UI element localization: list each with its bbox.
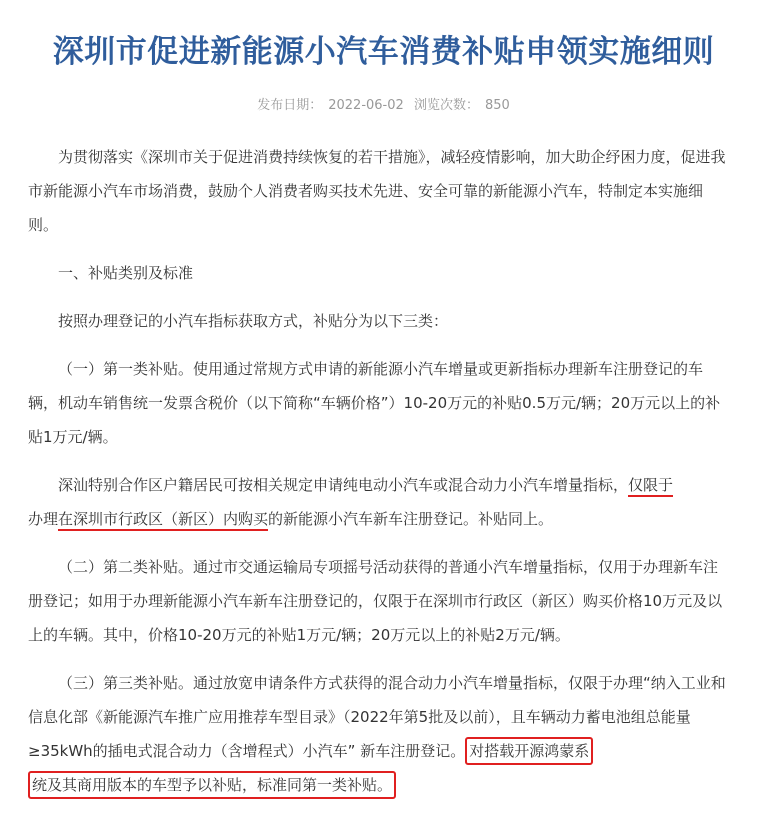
- shenshan-paragraph: 深汕特别合作区户籍居民可按相关规定申请纯电动小汽车或混合动力小汽车增量指标，仅限于 办理在深圳市行政区（新区）内购买的新能源小汽车新车注册登记。补贴同上。: [28, 468, 728, 536]
- section-heading: 一、补贴类别及标准: [58, 264, 194, 282]
- third-category-paragraph: （三）第三类补贴。通过放宽申请条件方式获得的混合动力小汽车增量指标，仅限于办理“纳入工业和信息化部《新能源汽车推广应用推荐车型目录》（2022年第5批及以前），且车辆动力蓄电池组总能量≥35kWh的插电式混合动力（含增程式）小汽车” 新车注册登记。 对搭载开源鸿蒙系 统及其商用版本的车型予以补贴，标准同第一类补贴。: [28, 666, 728, 802]
- highlight-underline-1: 仅限于: [628, 476, 673, 497]
- view-count-label: 浏览次数： 850: [413, 98, 510, 113]
- highlight-box-1: 对搭载开源鸿蒙系: [465, 737, 593, 765]
- highlight-box-2: 统及其商用版本的车型予以补贴，标准同第一类补贴。: [28, 771, 396, 799]
- article-body: [28, 140, 728, 816]
- view-count: 850: [484, 98, 510, 113]
- first-category-paragraph: （一）第一类补贴。使用通过常规方式申请的新能源小汽车增量或更新指标办理新车注册登记的车辆，机动车销售统一发票含税价（以下简称“车辆价格”）10-20万元的补贴0.5万元/辆；20万元以上的补贴1万元/辆。: [28, 360, 721, 446]
- category-intro-paragraph: 按照办理登记的小汽车指标获取方式，补贴分为以下三类：: [58, 312, 449, 330]
- publish-date: 2022-06-02: [328, 98, 404, 113]
- publish-date-label: 发布日期： 2022-06-02: [257, 98, 404, 113]
- article-title: 深圳市促进新能源小汽车消费补贴申领实施细则: [52, 34, 715, 70]
- intro-paragraph: 为贯彻落实《深圳市关于促进消费持续恢复的若干措施》，减轻疫情影响，加大助企纾困力度，促进我市新能源小汽车市场消费，鼓励个人消费者购买技术先进、安全可靠的新能源小汽车，特制定本实施细则。: [28, 148, 726, 234]
- highlight-underline-2: 在深圳市行政区（新区）内购买: [58, 510, 268, 531]
- article-meta: [0, 94, 767, 113]
- second-category-paragraph: （二）第二类补贴。通过市交通运输局专项摇号活动获得的普通小汽车增量指标，仅用于办理新车注册登记；如用于办理新能源小汽车新车注册登记的，仅限于在深圳市行政区（新区）购买价格10万元及以上的车辆。其中，价格10-20万元的补贴1万元/辆；20万元以上的补贴2万元/辆。: [28, 558, 723, 644]
